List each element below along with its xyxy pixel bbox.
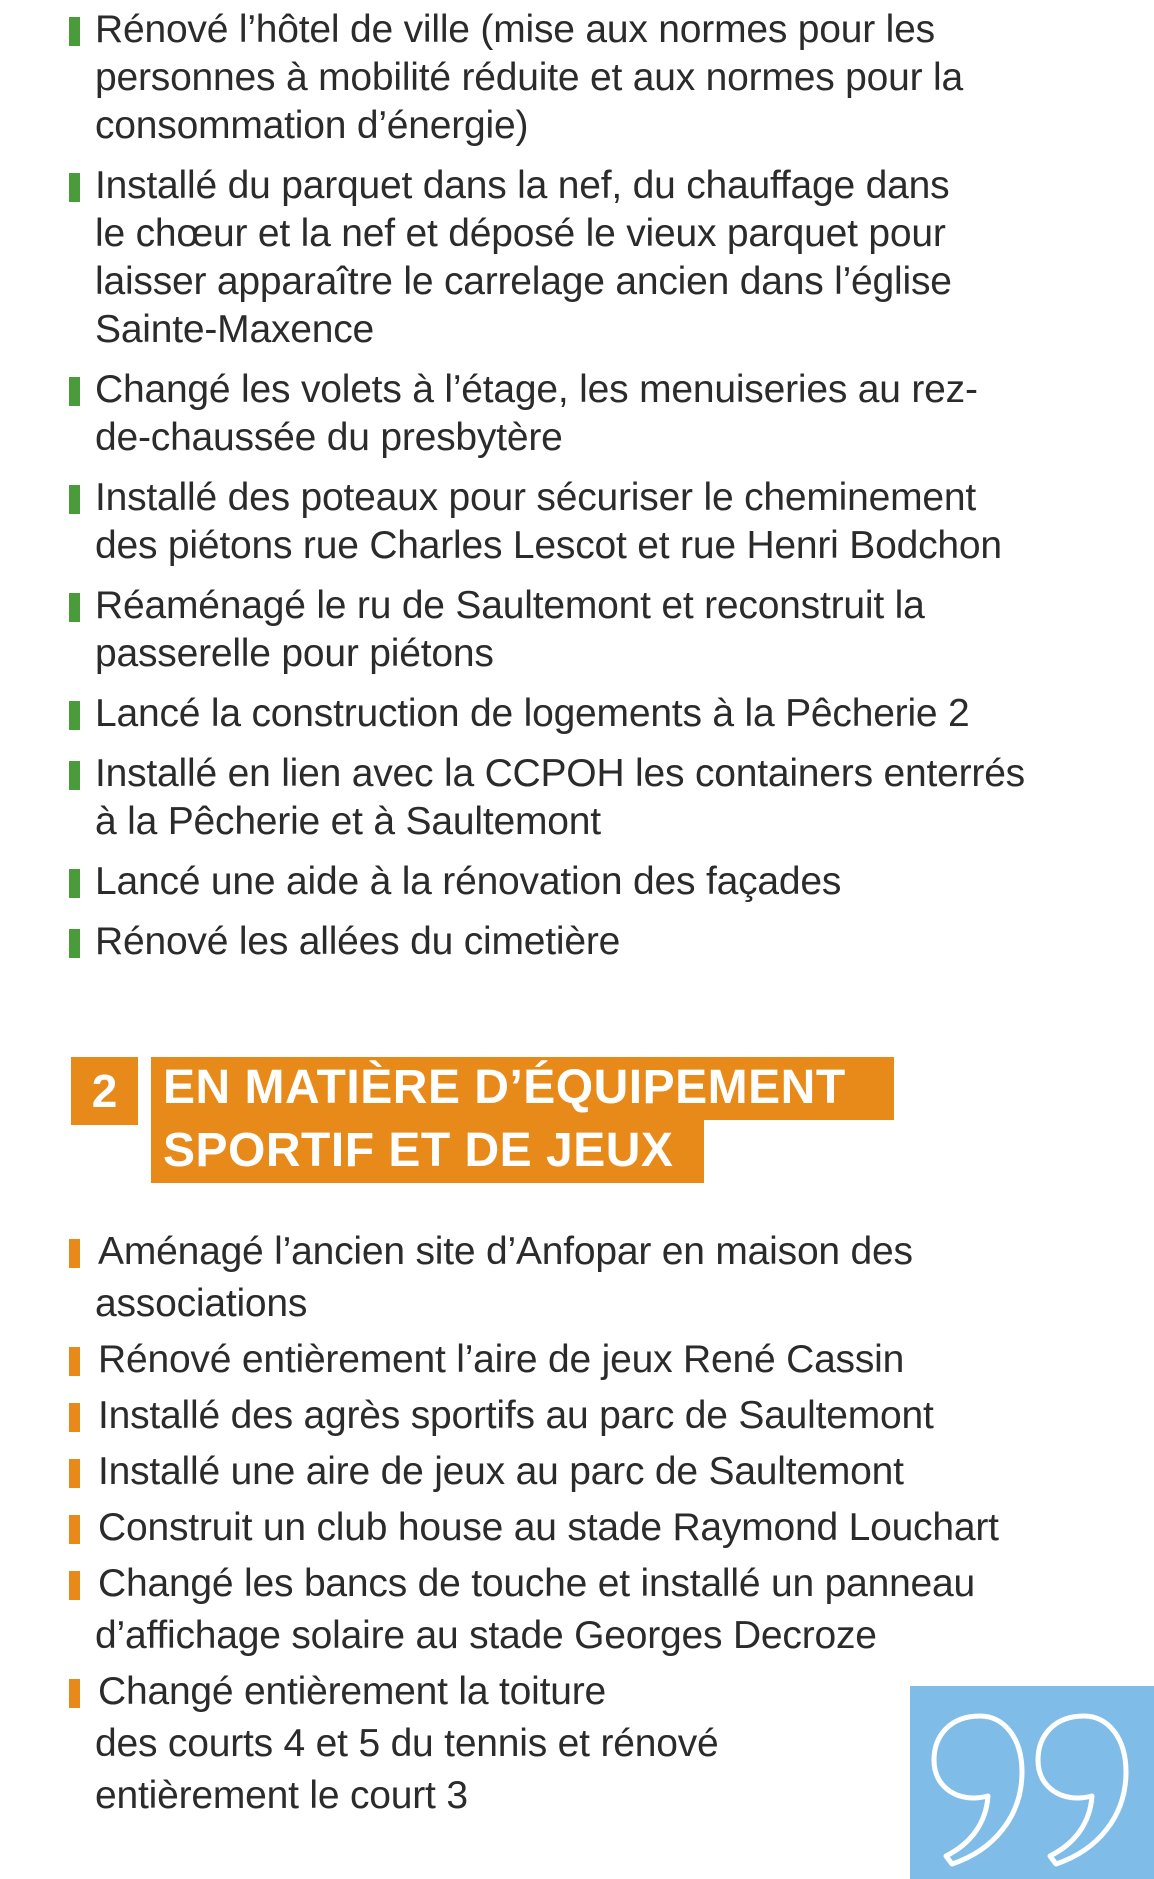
list-item — [0, 1558, 1110, 1662]
list-item — [0, 1502, 1110, 1554]
section-title-line: EN MATIÈRE D’ÉQUIPEMENT — [151, 1057, 894, 1120]
list-item-line: Installé en lien avec la CCPOH les containers enterrés — [95, 752, 1025, 795]
list-item-line: de-chaussée du presbytère — [95, 416, 563, 459]
list-item — [0, 1334, 1110, 1386]
orange-bullet-icon — [69, 1403, 80, 1432]
green-bullet-icon — [69, 593, 80, 622]
renovation-list — [0, 6, 1110, 978]
list-item — [0, 474, 1110, 570]
list-item-line: Rénové entièrement l’aire de jeux René Cassin — [98, 1338, 905, 1381]
orange-bullet-icon — [69, 1459, 80, 1488]
green-bullet-icon — [69, 701, 80, 730]
list-item-line: des piétons rue Charles Lescot et rue Henri Bodchon — [95, 524, 1002, 567]
list-item-line: Changé les bancs de touche et installé un panneau — [98, 1562, 976, 1605]
list-item — [0, 366, 1110, 462]
list-item-line: Rénové les allées du cimetière — [95, 920, 621, 963]
list-item-line: Changé entièrement la toiture — [98, 1670, 607, 1713]
section-title-line: SPORTIF ET DE JEUX — [151, 1120, 704, 1183]
green-bullet-icon — [69, 173, 80, 202]
list-item-line: Installé une aire de jeux au parc de Saultemont — [98, 1450, 904, 1493]
list-item-line: le chœur et la nef et déposé le vieux parquet pour — [95, 212, 946, 255]
orange-bullet-icon — [69, 1347, 80, 1376]
closing-quote-icon — [910, 1686, 1154, 1879]
orange-bullet-icon — [69, 1571, 80, 1600]
green-bullet-icon — [69, 929, 80, 958]
list-item-line: Changé les volets à l’étage, les menuiseries au rez- — [95, 368, 978, 411]
list-item — [0, 582, 1110, 678]
list-item-line: Construit un club house au stade Raymond Louchart — [98, 1506, 999, 1549]
closing-quote-icon — [910, 1686, 1154, 1879]
orange-bullet-icon — [69, 1515, 80, 1544]
list-item — [0, 690, 1110, 738]
list-item-line: Sainte-Maxence — [95, 308, 375, 351]
section-title — [151, 1057, 894, 1183]
list-item — [0, 162, 1110, 354]
green-bullet-icon — [69, 869, 80, 898]
section-number: 2 — [71, 1057, 138, 1125]
list-item — [0, 6, 1110, 150]
green-bullet-icon — [69, 485, 80, 514]
list-item — [0, 1226, 1110, 1330]
green-bullet-icon — [69, 377, 80, 406]
list-item-line: Installé du parquet dans la nef, du chauffage dans — [95, 164, 950, 207]
list-item-line: consommation d’énergie) — [95, 104, 529, 147]
list-item — [0, 1390, 1110, 1442]
list-item-line: Réaménagé le ru de Saultemont et reconstruit la — [95, 584, 925, 627]
list-item-line: entièrement le court 3 — [95, 1774, 468, 1817]
green-bullet-icon — [69, 761, 80, 790]
orange-bullet-icon — [69, 1679, 80, 1708]
list-item — [0, 1446, 1110, 1498]
list-item-line: passerelle pour piétons — [95, 632, 494, 675]
list-item-line: des courts 4 et 5 du tennis et rénové — [95, 1722, 719, 1765]
list-item-line: Installé des agrès sportifs au parc de Saultemont — [98, 1394, 934, 1437]
list-item-line: laisser apparaître le carrelage ancien dans l’église — [95, 260, 952, 303]
list-item-line: Lancé une aide à la rénovation des façades — [95, 860, 842, 903]
list-item-line: Lancé la construction de logements à la Pêcherie 2 — [95, 692, 970, 735]
list-item-line: d’affichage solaire au stade Georges Decroze — [95, 1614, 877, 1657]
list-item-line: Installé des poteaux pour sécuriser le cheminement — [95, 476, 976, 519]
list-item — [0, 750, 1110, 846]
list-item — [0, 858, 1110, 906]
orange-bullet-icon — [69, 1239, 80, 1268]
green-bullet-icon — [69, 17, 80, 46]
list-item-line: personnes à mobilité réduite et aux normes pour la — [95, 56, 963, 99]
list-item — [0, 918, 1110, 966]
list-item-line: Rénové l’hôtel de ville (mise aux normes pour les — [95, 8, 935, 51]
list-item-line: associations — [95, 1282, 308, 1325]
list-item-line: à la Pêcherie et à Saultemont — [95, 800, 601, 843]
list-item-line: Aménagé l’ancien site d’Anfopar en maison des — [98, 1230, 913, 1273]
